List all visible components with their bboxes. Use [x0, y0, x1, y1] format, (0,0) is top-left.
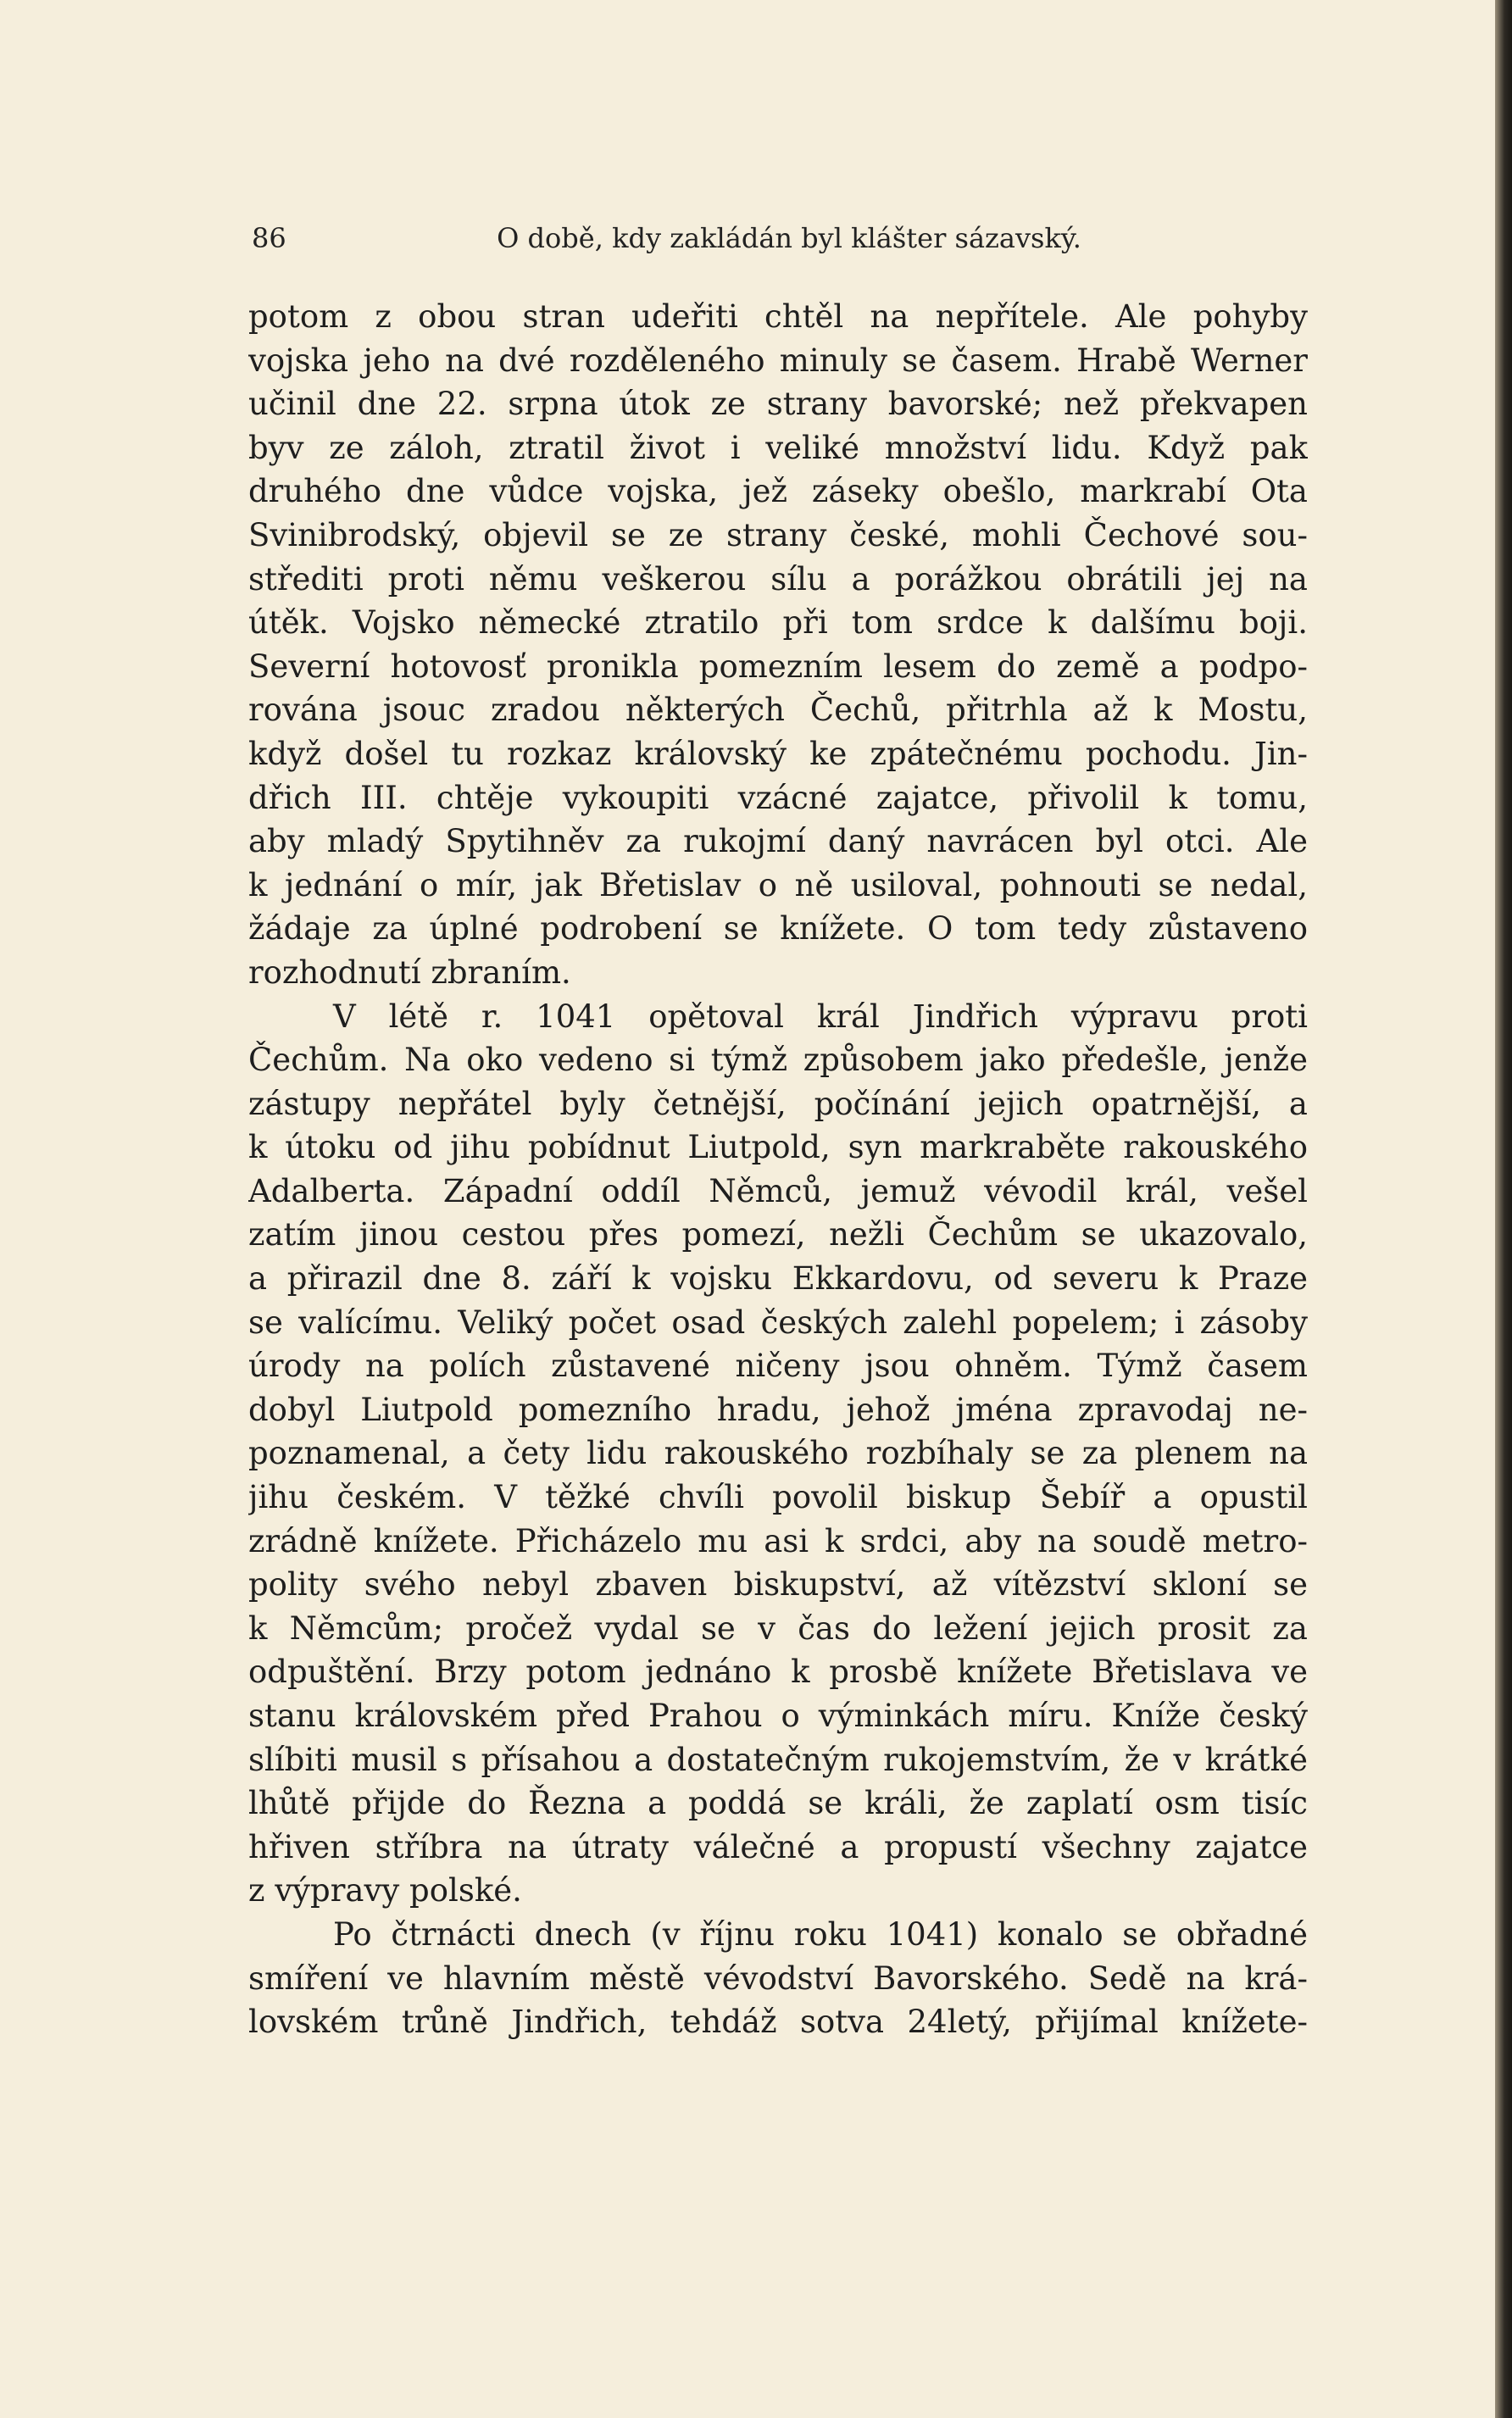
- text-line: Svinibrodský, objevil se ze strany české, mohli Čechové sou-: [248, 516, 1308, 553]
- text-line: střediti proti němu veškerou sílu a porážkou obrátili jej na: [248, 560, 1308, 598]
- text-line: slíbiti musil s přísahou a dostatečným rukojemstvím, že v krátké: [248, 1741, 1308, 1778]
- text-line: jihu českém. V těžké chvíli povolil biskup Šebíř a opustil: [248, 1479, 1308, 1516]
- text-line: hřiven stříbra na útraty válečné a propustí všechny zajatce: [248, 1828, 1308, 1865]
- text-line: Severní hotovosť pronikla pomezním lesem do země a podpo-: [248, 648, 1308, 685]
- page-header: [252, 222, 1326, 273]
- text-line: druhého dne vůdce vojska, jež záseky obešlo, markrabí Ota: [248, 473, 1308, 510]
- body-text: [248, 295, 1308, 2044]
- text-line: byv ze záloh, ztratil život i veliké množství lidu. Když pak: [248, 429, 1308, 466]
- text-line: Čechům. Na oko vedeno si týmž způsobem jako předešle, jenže: [248, 1042, 1308, 1079]
- text-line: a přirazil dne 8. září k vojsku Ekkardovu, od severu k Praze: [248, 1260, 1308, 1298]
- text-line: smíření ve hlavním městě vévodství Bavorského. Sedě na krá-: [248, 1959, 1308, 1997]
- text-line: odpuštění. Brzy potom jednáno k prosbě knížete Břetislava ve: [248, 1654, 1308, 1691]
- text-line: Adalberta. Západní oddíl Němců, jemuž vévodil král, vešel: [248, 1172, 1308, 1209]
- text-line: Po čtrnácti dnech (v říjnu roku 1041) konalo se obřadné: [333, 1915, 1308, 1953]
- text-line: zástupy nepřátel byly četnější, počínání jejich opatrnější, a: [248, 1085, 1308, 1122]
- text-line: útěk. Vojsko německé ztratilo při tom srdce k dalšímu boji.: [248, 604, 1308, 642]
- text-line: k útoku od jihu pobídnut Liutpold, syn markraběte rakouského: [248, 1129, 1308, 1166]
- text-line: aby mladý Spytihněv za rukojmí daný navrácen byl otci. Ale: [248, 823, 1308, 860]
- text-line: zrádně knížete. Přicházelo mu asi k srdci, aby na soudě metro-: [248, 1522, 1308, 1559]
- text-line: rozhodnutí zbraním.: [248, 953, 571, 991]
- page-number: 86: [252, 222, 286, 254]
- text-line: z výpravy polské.: [248, 1872, 522, 1909]
- text-line: úrody na polích zůstavené ničeny jsou ohněm. Týmž časem: [248, 1348, 1308, 1385]
- text-line: rována jsouc zradou některých Čechů, přitrhla až k Mostu,: [248, 692, 1308, 729]
- running-title: O době, kdy zakládán byl klášter sázavský.: [497, 222, 1081, 254]
- text-line: poznamenal, a čety lidu rakouského rozbíhaly se za plenem na: [248, 1435, 1308, 1472]
- text-line: se valícímu. Veliký počet osad českých zalehl popelem; i zásoby: [248, 1303, 1308, 1341]
- text-line: V létě r. 1041 opětoval král Jindřich výpravu proti: [333, 998, 1308, 1035]
- page-edge-shadow: [1495, 0, 1512, 2418]
- text-line: lovském trůně Jindřich, tehdáž sotva 24letý, přijímal knížete-: [248, 2004, 1308, 2041]
- text-line: polity svého nebyl zbaven biskupství, až vítězství skloní se: [248, 1566, 1308, 1604]
- text-line: když došel tu rozkaz královský ke zpátečnému pochodu. Jin-: [248, 735, 1308, 772]
- text-line: k jednání o mír, jak Břetislav o ně usiloval, pohnouti se nedal,: [248, 866, 1308, 903]
- text-line: učinil dne 22. srpna útok ze strany bavorské; než překvapen: [248, 386, 1308, 423]
- text-line: k Němcům; pročež vydal se v čas do ležení jejich prosit za: [248, 1609, 1308, 1647]
- text-line: dřich III. chtěje vykoupiti vzácné zajatce, přivolil k tomu,: [248, 779, 1308, 816]
- text-line: zatím jinou cestou přes pomezí, nežli Čechům se ukazovalo,: [248, 1216, 1308, 1253]
- text-line: žádaje za úplné podrobení se knížete. O tom tedy zůstaveno: [248, 910, 1308, 948]
- text-line: lhůtě přijde do Řezna a poddá se králi, že zaplatí osm tisíc: [248, 1785, 1308, 1822]
- text-line: potom z obou stran udeřiti chtěl na nepřítele. Ale pohyby: [248, 298, 1308, 335]
- text-line: vojska jeho na dvé rozděleného minuly se časem. Hrabě Werner: [248, 342, 1308, 379]
- text-line: dobyl Liutpold pomezního hradu, jehož jména zpravodaj ne-: [248, 1391, 1308, 1428]
- text-line: stanu královském před Prahou o výminkách míru. Kníže český: [248, 1698, 1308, 1734]
